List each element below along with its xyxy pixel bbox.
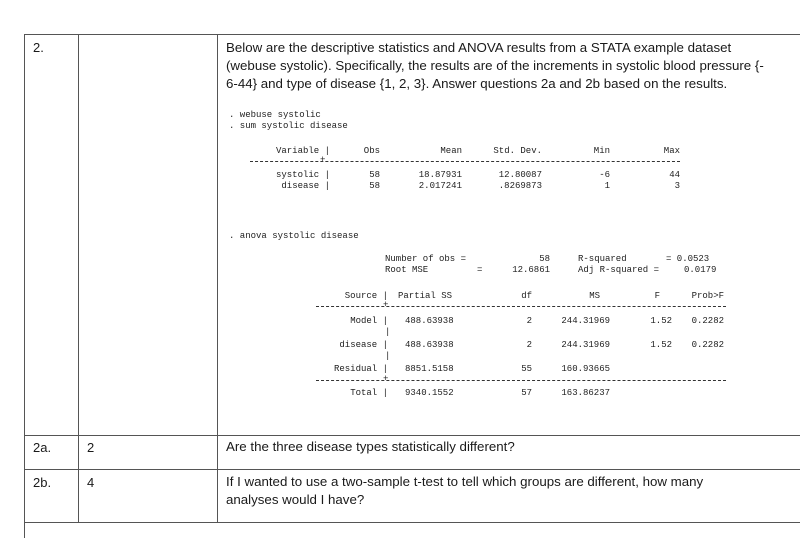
anova-cell: 0.2282	[691, 340, 724, 350]
question-number: 2.	[33, 40, 44, 55]
summary-header: Obs	[363, 146, 380, 156]
anova-rule-cross: +	[383, 300, 389, 310]
summary-rule	[250, 161, 680, 162]
anova-cell: 8851.5158	[405, 364, 454, 374]
anova-adjrsq-label: Adj R-squared =	[578, 265, 660, 275]
summary-cell: 12.80087	[498, 170, 542, 180]
summary-cell: 1	[604, 181, 610, 191]
points: 2	[87, 440, 95, 455]
question-line: (webuse systolic). Specifically, the results are of the increments in systolic blood pressure {-	[226, 58, 764, 73]
question-line: Below are the descriptive statistics and ANOVA results from a STATA example dataset	[226, 40, 732, 55]
summary-cell: -6	[599, 170, 610, 180]
question-line: analyses would I have?	[226, 492, 365, 507]
summary-cell: .8269873	[498, 181, 542, 191]
anova-header: F	[654, 291, 660, 301]
anova-cell: 244.31969	[561, 340, 610, 350]
question-text	[226, 438, 792, 456]
anova-adjrsq: 0.0179	[684, 265, 717, 275]
anova-cell: 0.2282	[691, 316, 724, 326]
summary-header: Variable |	[275, 146, 330, 156]
summary-header: Max	[663, 146, 680, 156]
anova-cell: Residual |	[333, 364, 388, 374]
stata-command: . anova systolic disease	[229, 231, 359, 241]
anova-pipe: |	[385, 351, 391, 361]
summary-cell: 58	[369, 170, 380, 180]
summary-cell: 58	[369, 181, 380, 191]
anova-nobs: 58	[539, 254, 550, 264]
question-line: Are the three disease types statistically different?	[226, 439, 515, 454]
summary-cell: 44	[669, 170, 680, 180]
summary-rule-cross: +	[320, 155, 326, 165]
anova-cell: Model |	[350, 316, 388, 326]
anova-cell: 2	[526, 340, 532, 350]
question-text	[226, 39, 792, 93]
anova-rsq-label: R-squared	[578, 254, 627, 264]
anova-header: MS	[589, 291, 600, 301]
anova-pipe: |	[385, 327, 391, 337]
row-divider	[24, 469, 800, 470]
summary-cell: 18.87931	[418, 170, 462, 180]
col-divider	[217, 34, 218, 522]
anova-cell: disease |	[339, 340, 388, 350]
anova-cell: 55	[521, 364, 532, 374]
col-divider	[24, 34, 25, 538]
question-number: 2b.	[33, 475, 52, 490]
anova-rule-cross: +	[383, 374, 389, 384]
anova-cell: 9340.1552	[405, 388, 454, 398]
anova-cell: Total |	[350, 388, 388, 398]
anova-rmse: 12.6861	[512, 265, 550, 275]
row-divider	[24, 522, 800, 523]
anova-cell: 488.63938	[405, 316, 454, 326]
anova-cell: 1.52	[650, 340, 672, 350]
anova-header: Prob>F	[691, 291, 724, 301]
summary-header: Std. Dev.	[493, 146, 542, 156]
anova-nobs-label: Number of obs =	[385, 254, 467, 264]
anova-cell: 160.93665	[561, 364, 610, 374]
anova-rsq: = 0.0523	[666, 254, 710, 264]
anova-rmse-label: Root MSE	[385, 265, 429, 275]
anova-rule	[316, 306, 726, 307]
anova-cell: 2	[526, 316, 532, 326]
anova-cell: 244.31969	[561, 316, 610, 326]
question-line: 6-44} and type of disease {1, 2, 3}. Answer questions 2a and 2b based on the results.	[226, 76, 728, 91]
anova-cell: 488.63938	[405, 340, 454, 350]
row-divider	[24, 435, 800, 436]
question-line: If I wanted to use a two-sample t-test to tell which groups are different, how many	[226, 474, 704, 489]
stata-command: . sum systolic disease	[229, 121, 348, 131]
anova-rmse-eq: =	[477, 265, 483, 275]
summary-header: Min	[593, 146, 610, 156]
col-divider	[78, 34, 79, 522]
summary-cell: disease |	[281, 181, 330, 191]
anova-cell: 57	[521, 388, 532, 398]
stata-command: . webuse systolic	[229, 110, 321, 120]
summary-cell: 3	[674, 181, 680, 191]
summary-cell: systolic |	[275, 170, 330, 180]
summary-header: Mean	[440, 146, 462, 156]
summary-cell: 2.017241	[418, 181, 462, 191]
anova-cell: 1.52	[650, 316, 672, 326]
anova-rule	[316, 380, 726, 381]
anova-header: Source |	[344, 291, 388, 301]
anova-header: Partial SS	[398, 291, 453, 301]
question-text	[226, 473, 792, 509]
anova-header: df	[521, 291, 532, 301]
table-top-border	[24, 34, 800, 35]
points: 4	[87, 475, 95, 490]
anova-cell: 163.86237	[561, 388, 610, 398]
question-number: 2a.	[33, 440, 52, 455]
